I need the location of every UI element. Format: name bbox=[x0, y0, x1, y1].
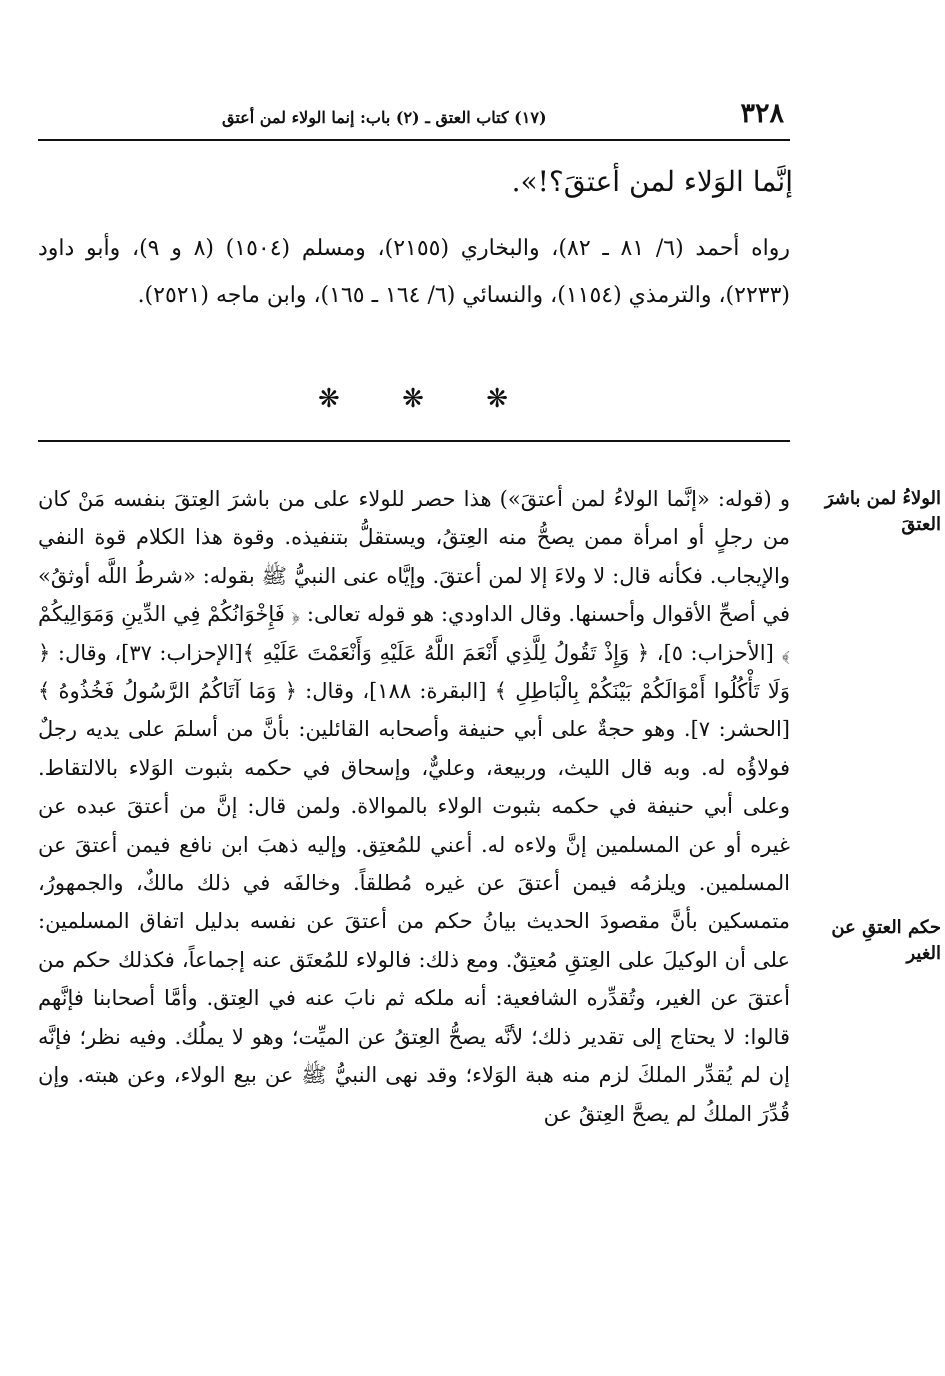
running-title: (١٧) كتاب العتق ـ (٢) باب: إنما الولاء لمن أعتق bbox=[222, 108, 547, 127]
header-rule bbox=[38, 139, 790, 141]
section-separator bbox=[318, 384, 508, 414]
commentary-rule bbox=[38, 440, 790, 442]
page-number: ٣٢٨ bbox=[740, 98, 784, 129]
commentary-text bbox=[38, 480, 790, 1133]
margin-note: حكم العتقِ عن الغير bbox=[831, 917, 941, 964]
star-ornament-icon: ❋ bbox=[318, 384, 340, 414]
star-ornament-icon: ❋ bbox=[486, 384, 508, 414]
commentary-paragraph: و (قوله: «إنَّما الولاءُ لمن أعتقَ») هذا حصر للولاء على من باشرَ العِتقَ بنفسه مَنْ كان من رجلٍ أو امرأة ممن يصحُّ منه العِتقُ، ويستقلُّ بتنفيذه. وقوة هذا الكلام قوة النفي والإيجاب. فكأنه قال: لا ولاءَ إلا لمن أعتقَ. وإيَّاه عنى النبيُّ ﷺ بقوله: «شرطُ اللَّه أوثقُ» في أصحِّ الأقوال وأحسنها. وقال الداودي: هو قوله تعالى: ﴿ فَإِخْوَانُكُمْ فِي الدِّينِ وَمَوَالِيكُمْ ﴾ [الأحزاب: ٥]، ﴿ وَإِذْ تَقُولُ لِلَّذِي أَنْعَمَ اللَّهُ عَلَيْهِ وَأَنْعَمْتَ عَلَيْهِ ﴾[الإحزاب: ٣٧]، وقال: ﴿ وَلَا تَأْكُلُوا أَمْوَالَكُمْ بَيْنَكُمْ بِالْبَاطِلِ ﴾ [البقرة: ١٨٨]، وقال: ﴿ وَمَا آتَاكُمُ الرَّسُولُ فَخُذُوهُ ﴾[الحشر: ٧]. وهو حجةٌ على أبي حنيفة وأصحابه القائلين: بأنَّ من أسلمَ على يديه رجلٌ فولاؤُه له. وبه قال الليث، وربيعة، وعليٌّ، وإسحاق في حكمه بثبوت الوَلاء بالالتقاط. وعلى أبي حنيفة في حكمه بثبوت الولاء بالموالاة. ولمن قال: إنَّ من أعتقَ عبده عن غيره أو عن المسلمين إنَّ ولاءه له. أعني للمُعتِق. وإليه ذهبَ ابن نافع فيمن أعتقَ عن المسلمين. ويلزمُه فيمن أعتقَ عن غيره مُطلقاً. وخالفَه في ذلك مالكٌ، والجمهورُ، متمسكين بأنَّ مقصودَ الحديث بيانُ حكم من أعتقَ عن نفسه بدليل اتفاق المسلمين: على أن الوكيلَ على العِتقِ مُعتِقٌ. ومع ذلك: فالولاء للمُعتَق عنه إجماعاً، فكذلك حكم من أعتقَ عن الغير، وتُقدِّره الشافعية: أنه ملكه ثم نابَ عنه في العِتق. وأمَّا أصحابنا فإنَّهم قالوا: لا يحتاج إلى تقدير ذلك؛ لأنَّه يصحُّ العِتقُ عن الميِّت؛ وهو لا يملُك. وفيه نظر؛ فإنَّه إن لم يُقدِّر الملكَ لزم منه هبة الوَلاء؛ وقد نهى النبيُّ ﷺ عن بيع الولاء، وعن هبته. وإن قُدِّرَ الملكُ لم يصحَّ العِتقُ عن bbox=[38, 487, 790, 1126]
hadith-source-reference: رواه أحمد (٦/ ٨١ ـ ٨٢)، والبخاري (٢١٥٥)، ومسلم (١٥٠٤) (٨ و ٩)، وأبو داود (٢٢٣٣)، والترمذي (١١٥٤)، والنسائي (٦/ ١٦٤ ـ ١٦٥)، وابن ماجه (٢٥٢١). bbox=[38, 236, 790, 308]
hadith-line: إنَّما الوَلاء لمن أعتقَ؟!». bbox=[511, 165, 793, 198]
margin-note: الولاءُ لمن باشرَ العتقَ bbox=[824, 488, 941, 535]
hadith-ending bbox=[33, 160, 793, 204]
page-header bbox=[222, 92, 784, 136]
star-ornament-icon: ❋ bbox=[402, 384, 424, 414]
